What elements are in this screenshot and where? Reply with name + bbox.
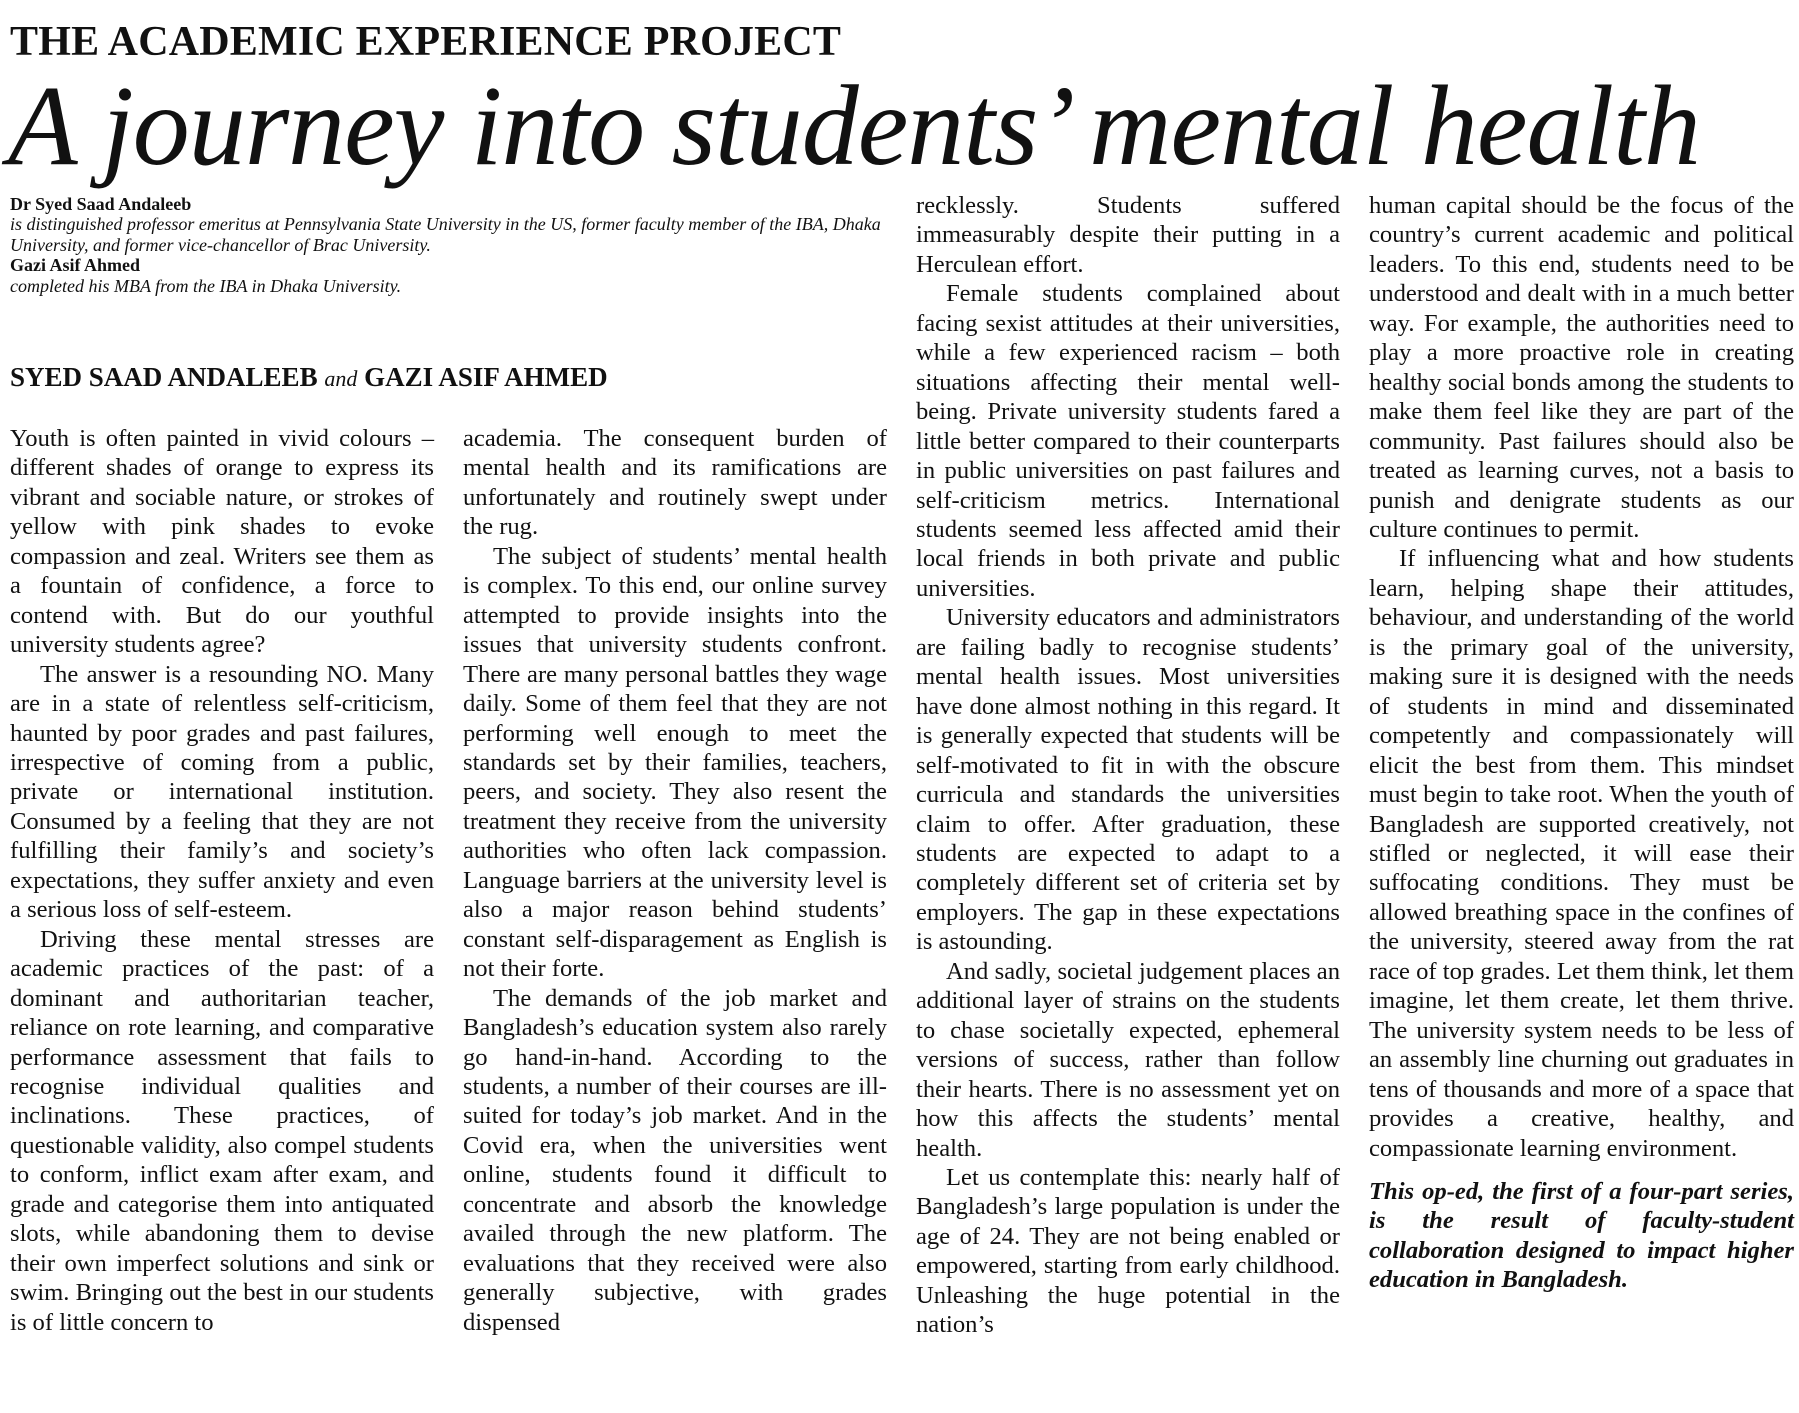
paragraph: Youth is often painted in vivid colours – different shades of orange to express its vibrant and sociable nature, or strokes of yellow with pink shades to evoke compassion and zeal. Writers see them as a fountain of confidence, a force to contend with. But do our youthful university students agree? bbox=[10, 425, 434, 659]
author-bios bbox=[10, 194, 890, 296]
paragraph: The demands of the job market and Bangladesh’s education system also rarely go hand-in-hand. According to the students, a number of their courses are ill-suited for today’s job market. And in the Covid era, when the universities went online, students found it difficult to concentrate and absorb the knowledge availed through the new platform. The evaluations that they received were also generally subjective, with grades dispensed bbox=[463, 984, 887, 1336]
byline bbox=[10, 362, 608, 393]
paragraph: University educators and administrators are failing badly to recognise students’ mental health issues. Most universities have done almost nothing in this regard. It is generally expected that students will be self-motivated to fit in with the obscure curricula and standards the universities claim to offer. After graduation, these students are expected to adapt to a completely different set of criteria set by employers. The gap in these expectations is astounding. bbox=[916, 604, 1340, 956]
article-column-2 bbox=[463, 424, 887, 1337]
section-kicker: THE ACADEMIC EXPERIENCE PROJECT bbox=[10, 19, 842, 65]
paragraph: Let us contemplate this: nearly half of Bangladesh’s large population is under the age of 24. They are not being enabled or empowered, starting from early childhood. Unleashing the huge potential in the nation’s bbox=[916, 1163, 1340, 1339]
byline-conjunction: and bbox=[324, 366, 358, 391]
paragraph: academia. The consequent burden of mental health and its ramifications are unfortunately and routinely swept under the rug. bbox=[463, 425, 887, 541]
paragraph: And sadly, societal judgement places an additional layer of strains on the students to chase societally expected, ephemeral versions of success, rather than follow their hearts. There is no assessment yet on how this affects the students’ mental health. bbox=[916, 957, 1340, 1162]
paragraph: If influencing what and how students learn, helping shape their attitudes, behaviour, and understanding of the world is the primary goal of the university, making sure it is designed with the needs of students in mind and disseminated competently and compassionately will elicit the best from them. This mindset must begin to take root. When the youth of Bangladesh are supported creatively, not stifled or neglected, it will ease their suffocating conditions. They must be allowed breathing space in the confines of the university, steered away from the rat race of top grades. Let them think, let them imagine, let them create, let them thrive. The university system needs to be less of an assembly line churning out graduates in tens of thousands and more of a space that provides a creative, healthy, and compassionate learning environment. bbox=[1369, 545, 1794, 1162]
paragraph: The answer is a resounding NO. Many are in a state of relentless self-criticism, haunted by poor grades and past failures, irrespective of coming from a public, private or international institution. Consumed by a feeling that they are not fulfilling their family’s and society’s expectations, they suffer anxiety and even a serious loss of self-esteem. bbox=[10, 660, 434, 924]
paragraph: recklessly. Students suffered immeasurably despite their putting in a Herculean effort. bbox=[916, 192, 1340, 278]
author-bio-1: is distinguished professor emeritus at Pennsylvania State University in the US, former faculty member of the IBA, Dhaka University, and former vice-chancellor of Brac University. bbox=[10, 214, 881, 255]
author-bio-2: completed his MBA from the IBA in Dhaka University. bbox=[10, 275, 402, 296]
closing-note: This op-ed, the first of a four-part series, is the result of faculty-student collaboration designed to impact higher education in Bangladesh. bbox=[1369, 1177, 1794, 1294]
author-name-2: Gazi Asif Ahmed bbox=[10, 255, 141, 276]
paragraph: The subject of students’ mental health is complex. To this end, our online survey attempted to provide insights into the issues that university students confront. There are many personal battles they wage daily. Some of them feel that they are not performing well enough to meet the standards set by their families, teachers, peers, and society. They also resent the treatment they receive from the university authorities who often lack compassion. Language barriers at the university level is also a major reason behind students’ constant self-disparagement as English is not their forte. bbox=[463, 542, 887, 983]
byline-author-2: GAZI ASIF AHMED bbox=[364, 362, 608, 392]
author-name-1: Dr Syed Saad Andaleeb bbox=[10, 194, 192, 214]
article-column-4 bbox=[1369, 191, 1794, 1295]
paragraph: human capital should be the focus of the country’s current academic and political leaders. To this end, students need to be understood and dealt with in a much better way. For example, the authorities need to play a more proactive role in creating healthy social bonds among the students to make them feel like they are part of the community. Past failures should also be treated as learning curves, not a basis to punish and denigrate students as our culture continues to permit. bbox=[1369, 192, 1794, 543]
article-column-1 bbox=[10, 424, 434, 1337]
article-column-3 bbox=[916, 191, 1340, 1340]
headline: A journey into students’ mental health bbox=[8, 62, 1700, 189]
paragraph: Female students complained about facing sexist attitudes at their universities, while a few experienced racism – both situations affecting their mental well-being. Private university students fared a little better compared to their counterparts in public universities on past failures and self-criticism metrics. International students seemed less affected amid their local friends in both private and public universities. bbox=[916, 280, 1340, 602]
byline-author-1: SYED SAAD ANDALEEB bbox=[10, 362, 318, 392]
paragraph: Driving these mental stresses are academic practices of the past: of a dominant and authoritarian teacher, reliance on rote learning, and comparative performance assessment that fails to recognise individual qualities and inclinations. These practices, of questionable validity, also compel students to conform, inflict exam after exam, and grade and categorise them into antiquated slots, while abandoning them to devise their own imperfect solutions and sink or swim. Bringing out the best in our students is of little concern to bbox=[10, 925, 434, 1336]
